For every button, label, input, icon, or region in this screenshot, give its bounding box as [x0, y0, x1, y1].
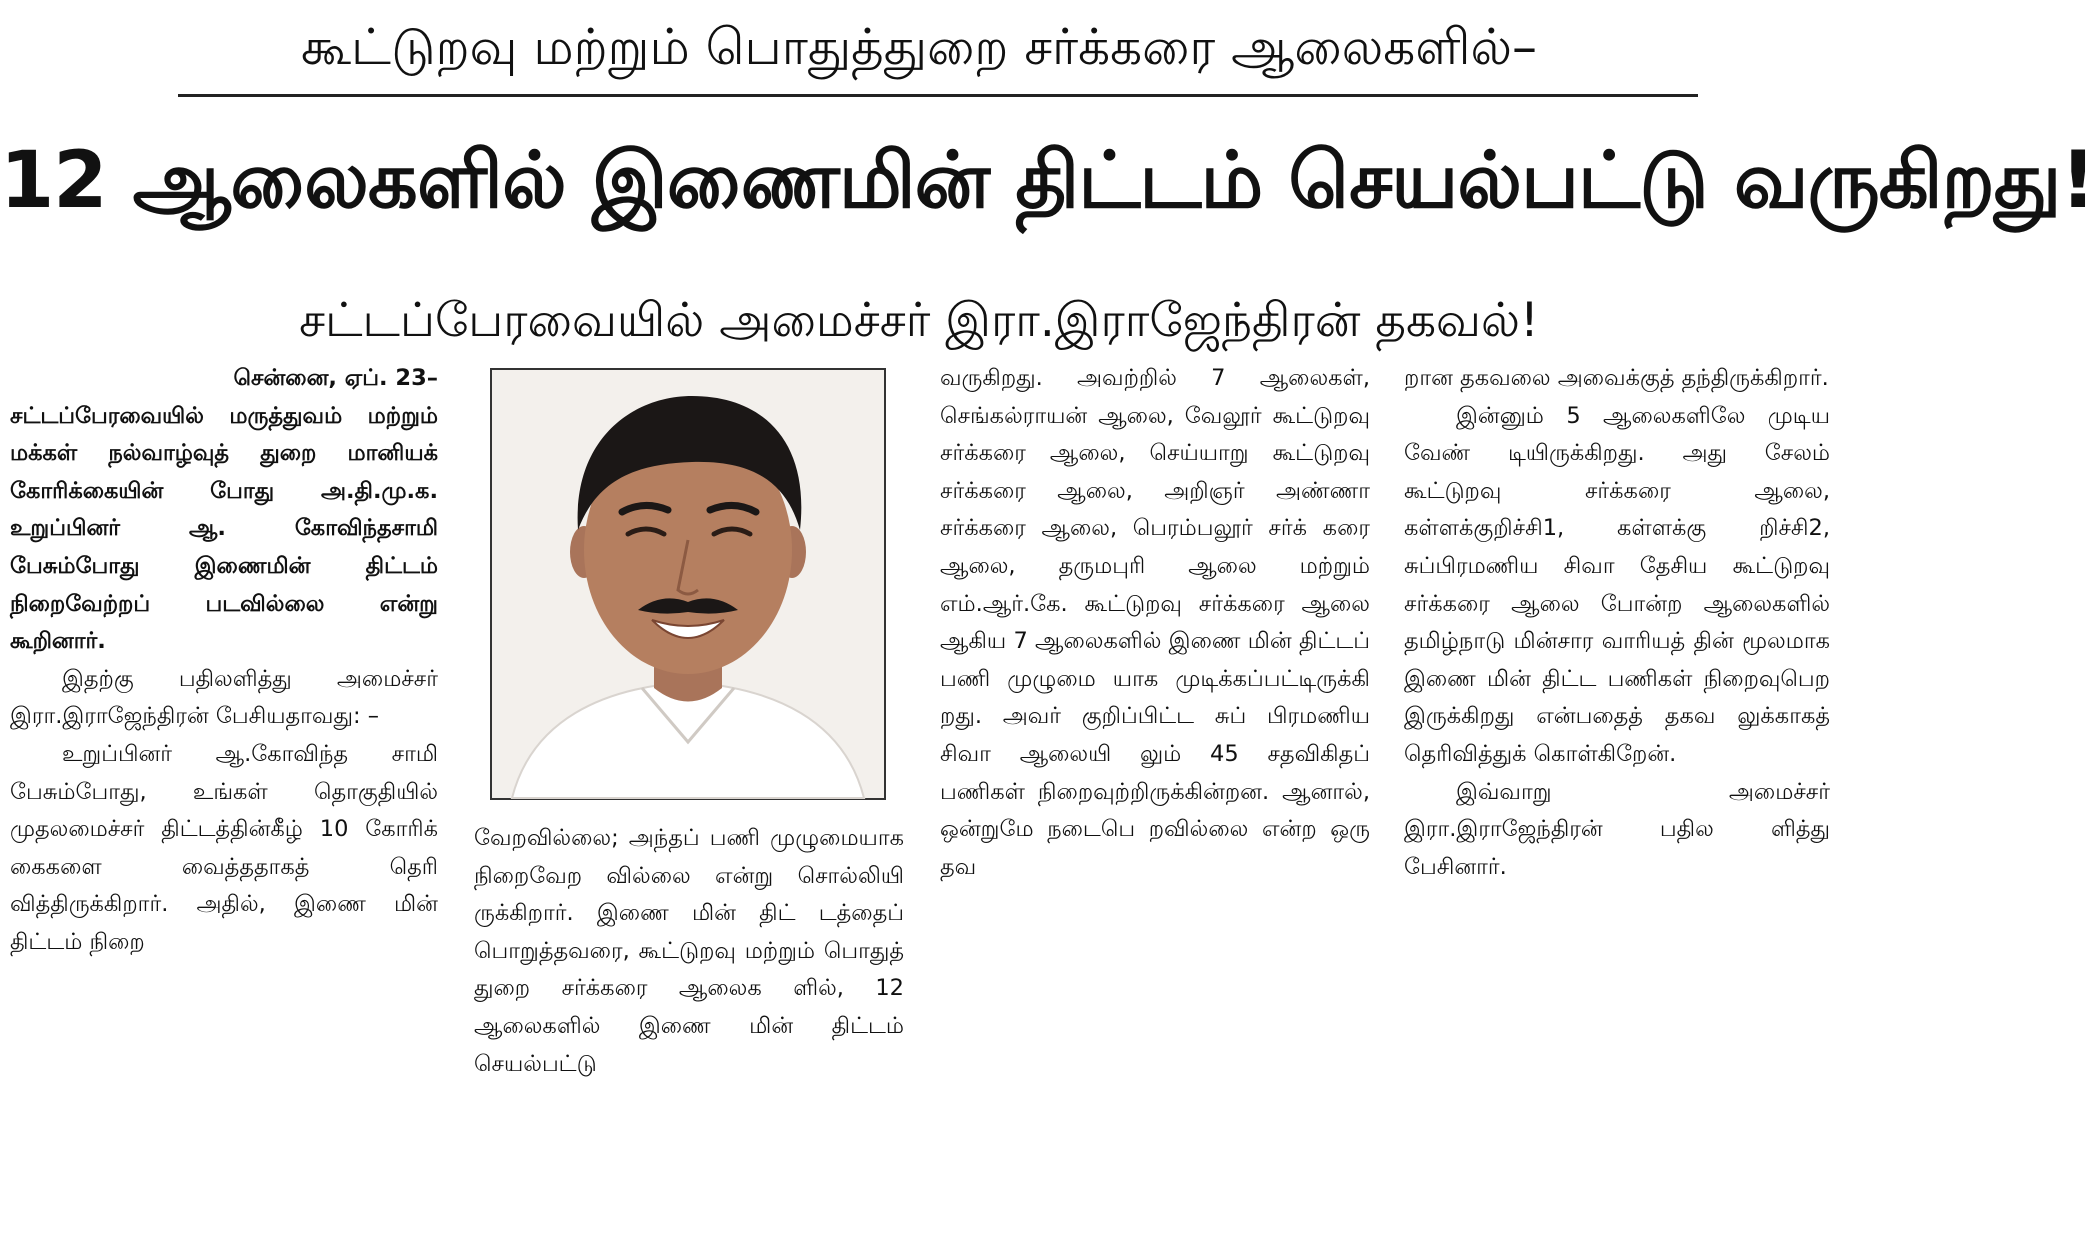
article-column-4: [1404, 360, 1830, 886]
article-column-1: [10, 360, 438, 962]
article-column-2: [474, 820, 904, 1083]
lead-paragraph: சட்டப்பேரவையில் மருத்துவம் மற்றும் மக்கள் நல்வாழ்வுத் துறை மானியக் கோரிக்கையின் போது அ.தி.மு.க. உறுப்பினர் ஆ. கோவிந்தசாமி பேசும்போது இணைமின் திட்டம் நிறைவேற்றப் படவில்லை என்று கூறினார்.: [10, 402, 438, 655]
paragraph-body-part1: உறுப்பினர் ஆ.கோவிந்த சாமி பேசும்போது, உங்கள் தொகுதியில் முதலமைச்சர் திட்டத்தின்கீழ் 10 கோரிக் கைகளை வைத்ததாகத் தெரி வித்திருக்கிறார். அதில், இணை மின் திட்டம் நிறை: [10, 740, 438, 955]
paragraph-reply-intro: இதற்கு பதிலளித்து அமைச்சர் இரா.இராஜேந்திரன் பேசியதாவது: –: [10, 665, 438, 730]
paragraph-body-part3: வருகிறது. அவற்றில் 7 ஆலைகள், செங்கல்ராயன் ஆலை, வேலூர் கூட்டுறவு சர்க்கரை ஆலை, செய்யாறு கூட்டுறவு சர்க்கரை ஆலை, அறிஞர் அண்ணா சர்க்கரை ஆலை, பெரம்பலூர் சர்க் கரை ஆலை, தருமபுரி ஆலை மற்றும் எம்.ஆர்.கே. கூட்டுறவு சர்க்கரை ஆலை ஆகிய 7 ஆலைகளில் இணை மின் திட்டப் பணி முழுமை யாக முடிக்கப்பட்டிருக்கி றது. அவர் குறிப்பிட்ட சுப் பிரமணிய சிவா ஆலையி லும் 45 சதவிகிதப் பணிகள் நிறைவுற்றிருக்கின்றன. ஆனால், ஒன்றுமே நடைபெ றவில்லை என்ற ஒரு தவ: [940, 365, 1370, 880]
article-column-3: [940, 360, 1370, 886]
portrait-illustration: [492, 370, 884, 798]
main-headline: 12 ஆலைகளில் இணைமின் திட்டம் செயல்பட்டு வருகிறது!: [0, 136, 2095, 226]
paragraph-remaining-mills: இன்னும் 5 ஆலைகளிலே முடிய வேண் டியிருக்கிறது. அது சேலம் கூட்டுறவு சர்க்கரை ஆலை, கள்ளக்குறிச்சி1, கள்ளக்கு றிச்சி2, சுப்பிரமணிய சிவா தேசிய கூட்டுறவு சர்க்கரை ஆலை போன்ற ஆலைகளில் தமிழ்நாடு மின்சார வாரியத் தின் மூலமாக இணை மின் திட்ட பணிகள் நிறைவுபெற இருக்கிறது என்பதைத் தகவ லுக்காகத் தெரிவித்துக் கொள்கிறேன்.: [1404, 402, 1830, 767]
kicker-divider: [178, 94, 1698, 97]
kicker-headline: கூட்டுறவு மற்றும் பொதுத்துறை சர்க்கரை ஆலைகளில்–: [301, 18, 1537, 76]
paragraph-body-part4: றான தகவலை அவைக்குத் தந்திருக்கிறார்.: [1404, 365, 1829, 391]
sub-headline: சட்டப்பேரவையில் அமைச்சர் இரா.இராஜேந்திரன் தகவல்!: [299, 293, 1539, 348]
paragraph-closing: இவ்வாறு அமைச்சர் இரா.இராஜேந்திரன் பதில ளித்து பேசினார்.: [1404, 778, 1830, 880]
dateline: சென்னை, ஏப். 23–: [233, 365, 438, 391]
minister-photo: [490, 368, 886, 800]
paragraph-body-part2: வேறவில்லை; அந்தப் பணி முழுமையாக நிறைவேற வில்லை என்று சொல்லியி ருக்கிறார். இணை மின் திட் டத்தைப் பொறுத்தவரை, கூட்டுறவு மற்றும் பொதுத் துறை சர்க்கரை ஆலைக ளில், 12 ஆலைகளில் இணை மின் திட்டம் செயல்பட்டு: [474, 825, 904, 1077]
